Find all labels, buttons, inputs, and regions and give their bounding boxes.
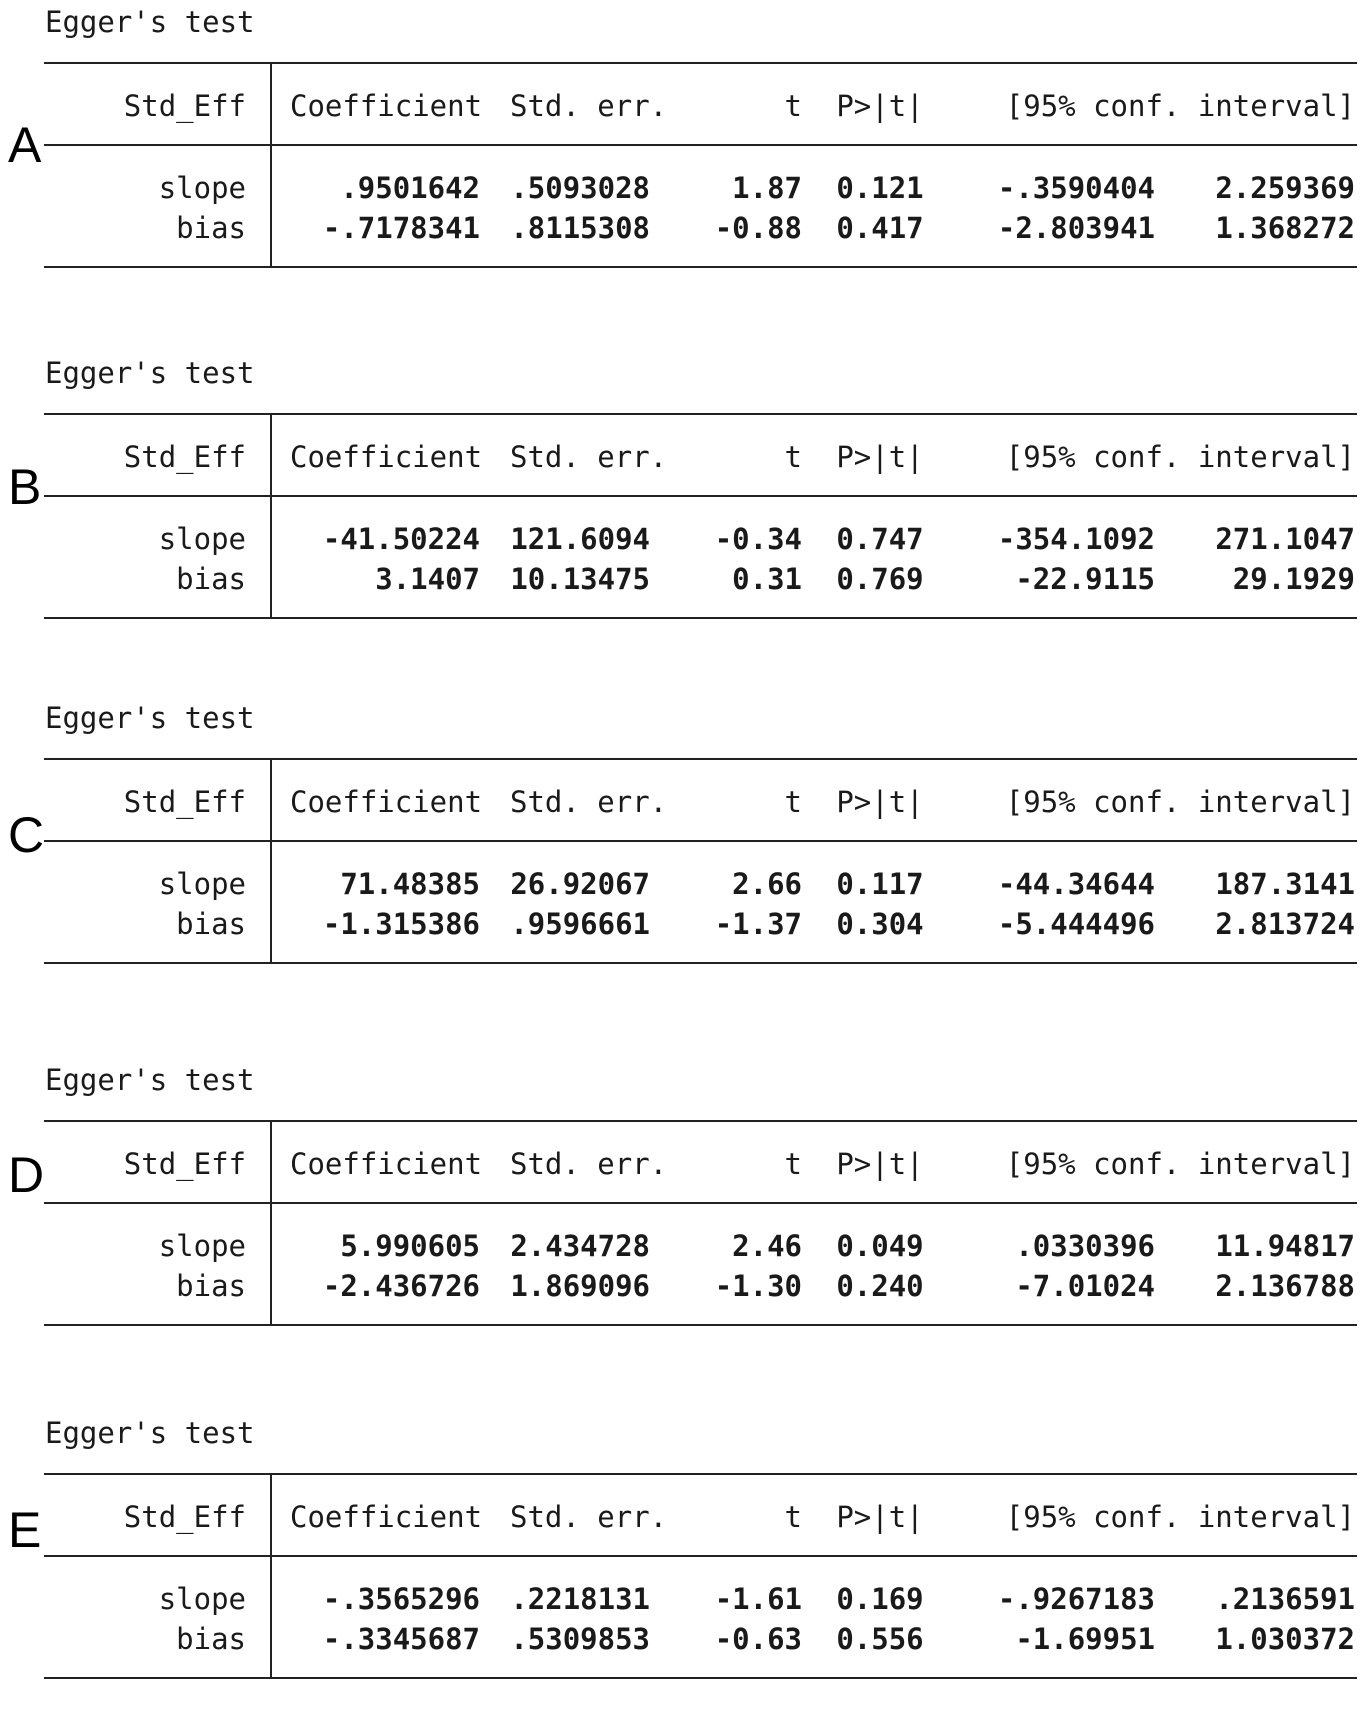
panel-title: Egger's test bbox=[45, 356, 255, 390]
slope-ci-upper: 187.3141 bbox=[1215, 867, 1355, 901]
bias-std-err: 1.869096 bbox=[510, 1269, 650, 1303]
header-coefficient: Coefficient bbox=[290, 89, 483, 123]
slope-ci-lower: -44.34644 bbox=[997, 867, 1155, 901]
slope-std-err: .2218131 bbox=[510, 1582, 650, 1616]
slope-std-err: 2.434728 bbox=[510, 1229, 650, 1263]
bias-t: -1.30 bbox=[714, 1269, 802, 1303]
header-coefficient: Coefficient bbox=[290, 1147, 483, 1181]
header-std-eff: Std_Eff bbox=[123, 440, 246, 474]
bias-std-err: .9596661 bbox=[510, 907, 650, 941]
table-bottom-rule bbox=[44, 617, 1357, 619]
bias-p-value: 0.304 bbox=[836, 907, 924, 941]
bias-std-err: .8115308 bbox=[510, 211, 650, 245]
bias-p-value: 0.240 bbox=[836, 1269, 924, 1303]
slope-coefficient: 5.990605 bbox=[340, 1229, 480, 1263]
slope-t: -0.34 bbox=[714, 522, 802, 556]
header-p-value: P>|t| bbox=[836, 1147, 924, 1181]
slope-coefficient: -41.50224 bbox=[322, 522, 480, 556]
bias-coefficient: 3.1407 bbox=[375, 562, 480, 596]
panel-title: Egger's test bbox=[45, 701, 255, 735]
bias-coefficient: -.7178341 bbox=[322, 211, 480, 245]
header-conf-interval: [95% conf. interval] bbox=[1005, 440, 1355, 474]
table-top-rule bbox=[44, 413, 1357, 415]
header-rule bbox=[44, 840, 1357, 842]
panel-title: Egger's test bbox=[45, 5, 255, 39]
header-std-err: Std. err. bbox=[510, 785, 668, 819]
bias-ci-upper: 2.813724 bbox=[1215, 907, 1355, 941]
header-conf-interval: [95% conf. interval] bbox=[1005, 1147, 1355, 1181]
header-std-eff: Std_Eff bbox=[123, 1147, 246, 1181]
table-top-rule bbox=[44, 1473, 1357, 1475]
slope-std-err: .5093028 bbox=[510, 171, 650, 205]
bias-coefficient: -2.436726 bbox=[322, 1269, 480, 1303]
header-t: t bbox=[784, 440, 802, 474]
slope-std-err: 121.6094 bbox=[510, 522, 650, 556]
header-p-value: P>|t| bbox=[836, 89, 924, 123]
column-divider bbox=[270, 62, 272, 268]
row-label-bias: bias bbox=[176, 1622, 246, 1656]
bias-ci-lower: -22.9115 bbox=[1015, 562, 1155, 596]
slope-p-value: 0.747 bbox=[836, 522, 924, 556]
egger-panel-d bbox=[0, 1062, 1363, 1362]
slope-t: 2.46 bbox=[732, 1229, 802, 1263]
bias-std-err: .5309853 bbox=[510, 1622, 650, 1656]
header-conf-interval: [95% conf. interval] bbox=[1005, 1500, 1355, 1534]
slope-t: 2.66 bbox=[732, 867, 802, 901]
bias-ci-lower: -7.01024 bbox=[1015, 1269, 1155, 1303]
slope-t: -1.61 bbox=[714, 1582, 802, 1616]
bias-ci-upper: 1.368272 bbox=[1215, 211, 1355, 245]
bias-coefficient: -1.315386 bbox=[322, 907, 480, 941]
row-label-bias: bias bbox=[176, 907, 246, 941]
bias-t: -0.88 bbox=[714, 211, 802, 245]
slope-p-value: 0.049 bbox=[836, 1229, 924, 1263]
panel-letter-b: B bbox=[8, 459, 42, 515]
slope-t: 1.87 bbox=[732, 171, 802, 205]
slope-coefficient: -.3565296 bbox=[322, 1582, 480, 1616]
slope-ci-upper: 2.259369 bbox=[1215, 171, 1355, 205]
bias-ci-upper: 29.1929 bbox=[1232, 562, 1355, 596]
header-std-err: Std. err. bbox=[510, 1147, 668, 1181]
header-std-eff: Std_Eff bbox=[123, 785, 246, 819]
table-bottom-rule bbox=[44, 1324, 1357, 1326]
panel-letter-d: D bbox=[8, 1147, 45, 1203]
panel-letter-c: C bbox=[8, 807, 45, 863]
egger-panel-c bbox=[0, 700, 1363, 1000]
header-rule bbox=[44, 1555, 1357, 1557]
header-coefficient: Coefficient bbox=[290, 1500, 483, 1534]
bias-ci-upper: 1.030372 bbox=[1215, 1622, 1355, 1656]
slope-ci-upper: .2136591 bbox=[1215, 1582, 1355, 1616]
bias-ci-upper: 2.136788 bbox=[1215, 1269, 1355, 1303]
row-label-slope: slope bbox=[158, 1229, 246, 1263]
bias-p-value: 0.769 bbox=[836, 562, 924, 596]
bias-p-value: 0.417 bbox=[836, 211, 924, 245]
column-divider bbox=[270, 413, 272, 619]
panel-letter-a: A bbox=[8, 117, 42, 173]
bias-ci-lower: -1.69951 bbox=[1015, 1622, 1155, 1656]
row-label-slope: slope bbox=[158, 171, 246, 205]
header-p-value: P>|t| bbox=[836, 785, 924, 819]
panel-title: Egger's test bbox=[45, 1416, 255, 1450]
egger-panel-b bbox=[0, 355, 1363, 655]
header-std-err: Std. err. bbox=[510, 1500, 668, 1534]
column-divider bbox=[270, 1473, 272, 1679]
table-top-rule bbox=[44, 1120, 1357, 1122]
row-label-slope: slope bbox=[158, 867, 246, 901]
bias-std-err: 10.13475 bbox=[510, 562, 650, 596]
table-bottom-rule bbox=[44, 962, 1357, 964]
table-top-rule bbox=[44, 758, 1357, 760]
egger-panel-e bbox=[0, 1415, 1363, 1715]
header-coefficient: Coefficient bbox=[290, 440, 483, 474]
table-bottom-rule bbox=[44, 266, 1357, 268]
row-label-bias: bias bbox=[176, 1269, 246, 1303]
slope-p-value: 0.117 bbox=[836, 867, 924, 901]
panel-title: Egger's test bbox=[45, 1063, 255, 1097]
header-conf-interval: [95% conf. interval] bbox=[1005, 785, 1355, 819]
slope-coefficient: 71.48385 bbox=[340, 867, 480, 901]
panel-letter-e: E bbox=[8, 1502, 42, 1558]
header-std-err: Std. err. bbox=[510, 440, 668, 474]
header-std-eff: Std_Eff bbox=[123, 89, 246, 123]
header-p-value: P>|t| bbox=[836, 440, 924, 474]
slope-p-value: 0.169 bbox=[836, 1582, 924, 1616]
header-rule bbox=[44, 144, 1357, 146]
header-conf-interval: [95% conf. interval] bbox=[1005, 89, 1355, 123]
table-top-rule bbox=[44, 62, 1357, 64]
slope-p-value: 0.121 bbox=[836, 171, 924, 205]
slope-ci-lower: .0330396 bbox=[1015, 1229, 1155, 1263]
bias-t: -1.37 bbox=[714, 907, 802, 941]
column-divider bbox=[270, 758, 272, 964]
slope-std-err: 26.92067 bbox=[510, 867, 650, 901]
header-t: t bbox=[784, 1500, 802, 1534]
header-coefficient: Coefficient bbox=[290, 785, 483, 819]
slope-coefficient: .9501642 bbox=[340, 171, 480, 205]
header-rule bbox=[44, 1202, 1357, 1204]
slope-ci-lower: -354.1092 bbox=[997, 522, 1155, 556]
row-label-bias: bias bbox=[176, 211, 246, 245]
bias-p-value: 0.556 bbox=[836, 1622, 924, 1656]
row-label-slope: slope bbox=[158, 1582, 246, 1616]
header-t: t bbox=[784, 89, 802, 123]
header-std-eff: Std_Eff bbox=[123, 1500, 246, 1534]
header-t: t bbox=[784, 1147, 802, 1181]
bias-t: -0.63 bbox=[714, 1622, 802, 1656]
row-label-bias: bias bbox=[176, 562, 246, 596]
slope-ci-upper: 11.94817 bbox=[1215, 1229, 1355, 1263]
bias-ci-lower: -5.444496 bbox=[997, 907, 1155, 941]
bias-coefficient: -.3345687 bbox=[322, 1622, 480, 1656]
bias-ci-lower: -2.803941 bbox=[997, 211, 1155, 245]
egger-panel-a bbox=[0, 4, 1363, 304]
slope-ci-upper: 271.1047 bbox=[1215, 522, 1355, 556]
header-t: t bbox=[784, 785, 802, 819]
column-divider bbox=[270, 1120, 272, 1326]
slope-ci-lower: -.9267183 bbox=[997, 1582, 1155, 1616]
header-std-err: Std. err. bbox=[510, 89, 668, 123]
bias-t: 0.31 bbox=[732, 562, 802, 596]
slope-ci-lower: -.3590404 bbox=[997, 171, 1155, 205]
header-p-value: P>|t| bbox=[836, 1500, 924, 1534]
row-label-slope: slope bbox=[158, 522, 246, 556]
table-bottom-rule bbox=[44, 1677, 1357, 1679]
header-rule bbox=[44, 495, 1357, 497]
